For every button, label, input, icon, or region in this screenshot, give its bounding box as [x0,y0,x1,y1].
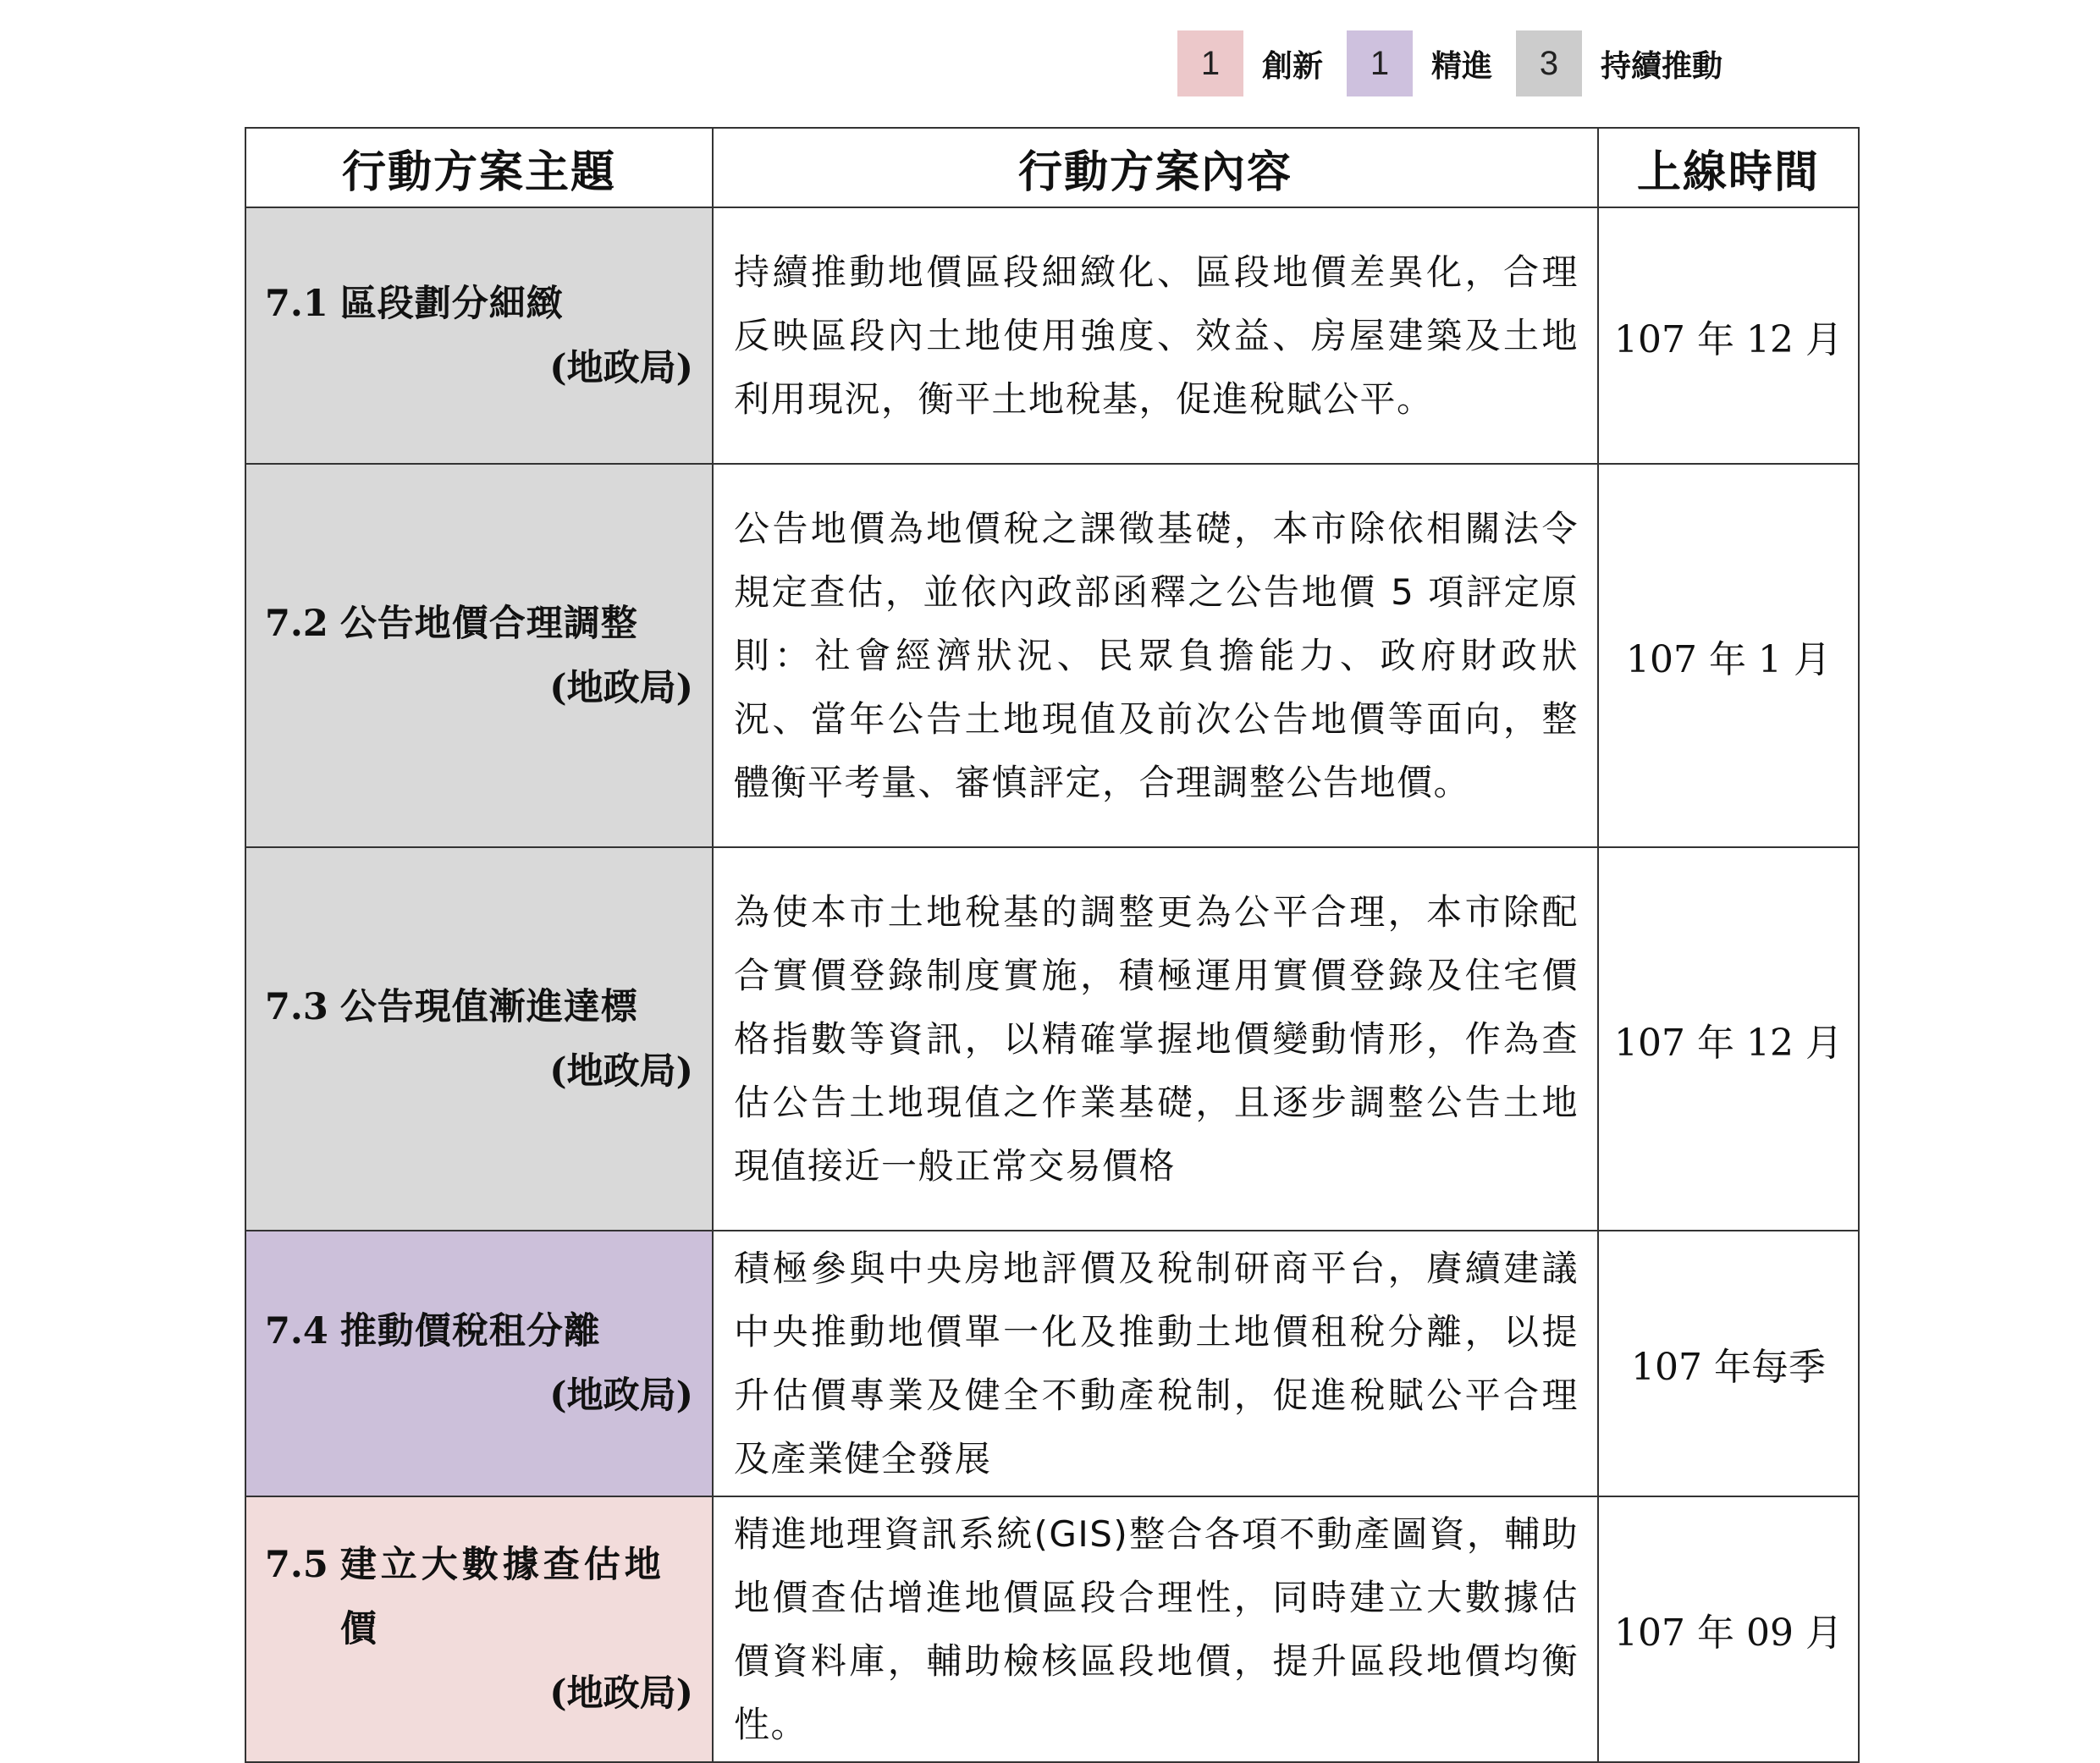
theme-cell [245,847,713,1231]
content-cell: 積極參與中央房地評價及稅制研商平台，賡續建議中央推動地價單一化及推動土地價租稅分離，以提升估價專業及健全不動產稅制，促進稅賦公平合理及產業健全發展 [713,1231,1598,1496]
theme-name: 區段劃分細緻 [339,282,564,325]
theme-cell [245,1231,713,1496]
theme-title [265,975,693,1039]
table-row [245,847,1859,1231]
header-time: 上線時間 [1598,128,1859,207]
theme-number: 7.3 [265,985,328,1028]
legend-label-innovation: 創新 [1262,48,1324,84]
theme-number: 7.5 [265,1544,328,1586]
theme-agency: (地政局) [549,1050,693,1093]
legend-label-improvement: 精進 [1431,48,1493,84]
theme-name: 公告現值漸進達標 [339,985,638,1028]
legend-item-ongoing [1516,30,1722,96]
launch-time-cell: 107 年 1 月 [1598,464,1859,847]
table-row [245,1231,1859,1496]
legend-item-improvement [1347,30,1516,96]
content-cell: 為使本市土地稅基的調整更為公平合理，本市除配合實價登錄制度實施，積極運用實價登錄及住宅價格指數等資訊，以精確掌握地價變動情形，作為查估公告土地現值之作業基礎，且逐步調整公告土地現值接近一般正常交易價格 [713,847,1598,1231]
theme-number: 7.1 [265,282,328,325]
table-row [245,207,1859,464]
table-row [245,1496,1859,1762]
content-cell: 公告地價為地價稅之課徵基礎，本市除依相關法令規定查估，並依內政部函釋之公告地價 5 項評定原則：社會經濟狀況、民眾負擔能力、政府財政狀況、當年公告土地現值及前次公告地價等面向，整體衡平考量、審慎評定，合理調整公告地價。 [713,464,1598,847]
theme-cell [245,464,713,847]
theme-title [265,1299,693,1364]
action-plan-table [245,127,1860,1763]
header-content: 行動方案內容 [713,128,1598,207]
legend-swatch-innovation: 1 [1177,30,1243,96]
content-cell: 持續推動地價區段細緻化、區段地價差異化，合理反映區段內土地使用強度、效益、房屋建築及土地利用現況，衡平土地稅基，促進稅賦公平。 [713,207,1598,464]
legend-label-ongoing: 持續推動 [1601,48,1723,84]
legend-swatch-ongoing: 3 [1516,30,1582,96]
theme-cell [245,207,713,464]
theme-name: 推動價稅租分離 [339,1310,601,1353]
theme-name: 公告地價合理調整 [339,602,638,645]
theme-title [265,272,693,336]
legend-item-innovation [1177,30,1347,96]
legend-swatch-improvement: 1 [1347,30,1413,96]
theme-number: 7.2 [265,602,328,645]
launch-time-cell: 107 年 12 月 [1598,207,1859,464]
launch-time-cell: 107 年 12 月 [1598,847,1859,1231]
category-legend [1177,30,1722,96]
table-row [245,464,1859,847]
theme-agency: (地政局) [549,346,693,389]
table-header-row [245,128,1859,207]
theme-title [265,1533,693,1661]
theme-number: 7.4 [265,1310,328,1353]
theme-cell [245,1496,713,1762]
theme-agency: (地政局) [549,666,693,709]
launch-time-cell: 107 年 09 月 [1598,1496,1859,1762]
theme-name: 建立大數據查估地價 [339,1544,665,1650]
theme-title [265,592,693,656]
content-cell: 精進地理資訊系統(GIS)整合各項不動產圖資，輔助地價查估增進地價區段合理性，同時建立大數據估價資料庫，輔助檢核區段地價，提升區段地價均衡性。 [713,1496,1598,1762]
theme-agency: (地政局) [549,1375,693,1417]
theme-agency: (地政局) [549,1672,693,1715]
header-theme: 行動方案主題 [245,128,713,207]
launch-time-cell: 107 年每季 [1598,1231,1859,1496]
